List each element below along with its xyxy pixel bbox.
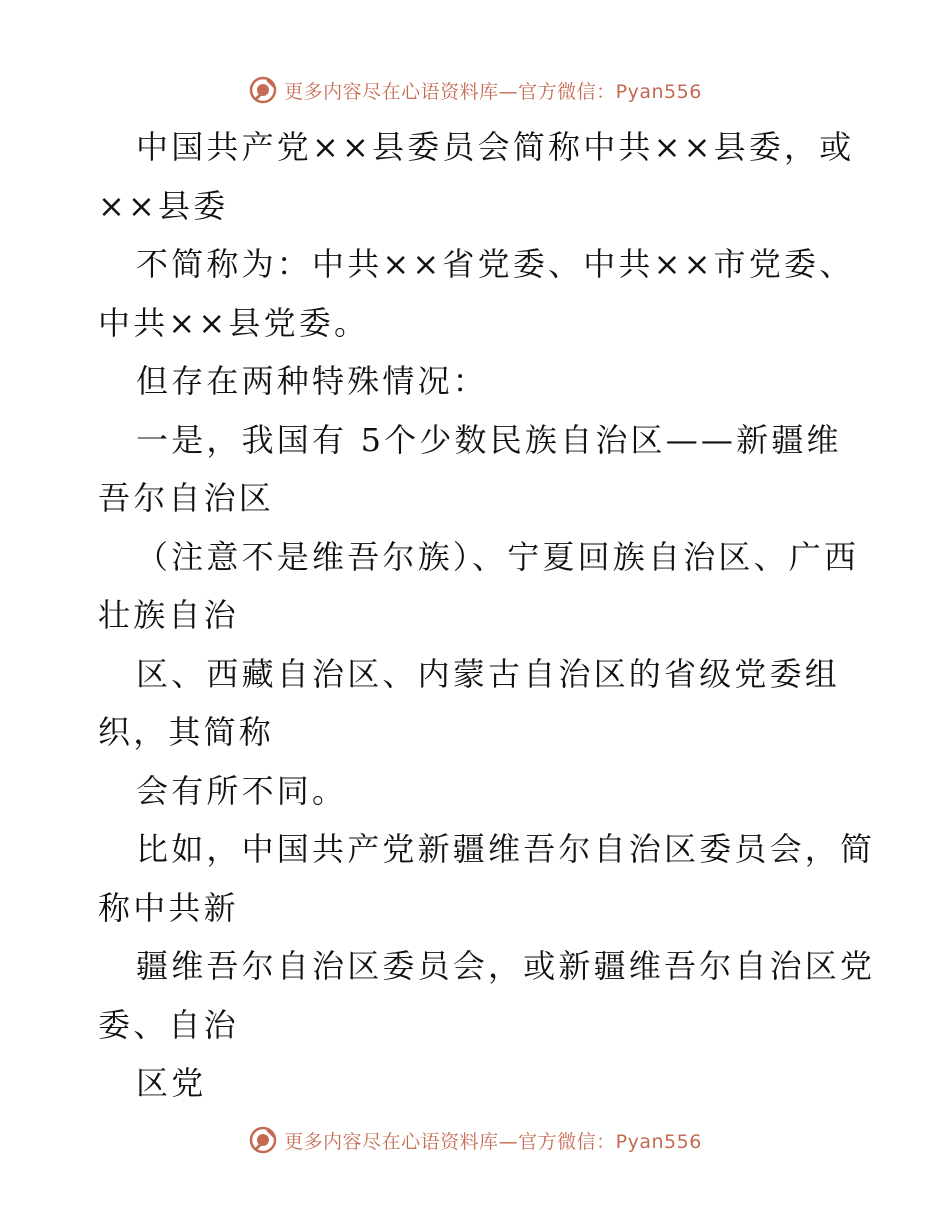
document-body <box>98 118 876 1113</box>
text-line: 不简称为：中共××省党委、中共××市党委、 <box>136 245 855 283</box>
text-line: 委、自治 <box>98 1005 239 1044</box>
text-line: 区、西藏自治区、内蒙古自治区的省级党委组 <box>136 654 841 693</box>
text-line: 会有所不同。 <box>136 771 348 810</box>
header-watermark <box>0 70 950 110</box>
text-line: 中共××县党委。 <box>98 303 370 342</box>
text-line: 吾尔自治区 <box>98 479 275 517</box>
footer-watermark <box>0 1120 950 1160</box>
text-line: 但存在两种特殊情况： <box>136 362 489 400</box>
text-line: （注意不是维吾尔族）、宁夏回族自治区、广西 <box>136 537 860 576</box>
pen-logo-icon <box>248 1125 278 1155</box>
watermark-text: 更多内容尽在心语资料库—官方微信：Pyan556 <box>284 80 702 103</box>
text-line: 一是，我国有 5个少数民族自治区——新疆维 <box>136 420 842 459</box>
text-line: 称中共新 <box>98 888 239 927</box>
text-line: 区党 <box>136 1064 207 1102</box>
text-line: 织，其简称 <box>98 713 275 751</box>
text-line: 比如，中国共产党新疆维吾尔自治区委员会，简 <box>136 830 876 868</box>
text-line: 疆维吾尔自治区委员会，或新疆维吾尔自治区党 <box>136 947 876 985</box>
text-line: 壮族自治 <box>98 596 239 634</box>
watermark-text: 更多内容尽在心语资料库—官方微信：Pyan556 <box>284 1130 702 1153</box>
text-line: 中国共产党××县委员会简称中共××县委，或 <box>136 128 855 166</box>
text-line: ××县委 <box>98 186 229 225</box>
pen-logo-icon <box>248 75 278 105</box>
